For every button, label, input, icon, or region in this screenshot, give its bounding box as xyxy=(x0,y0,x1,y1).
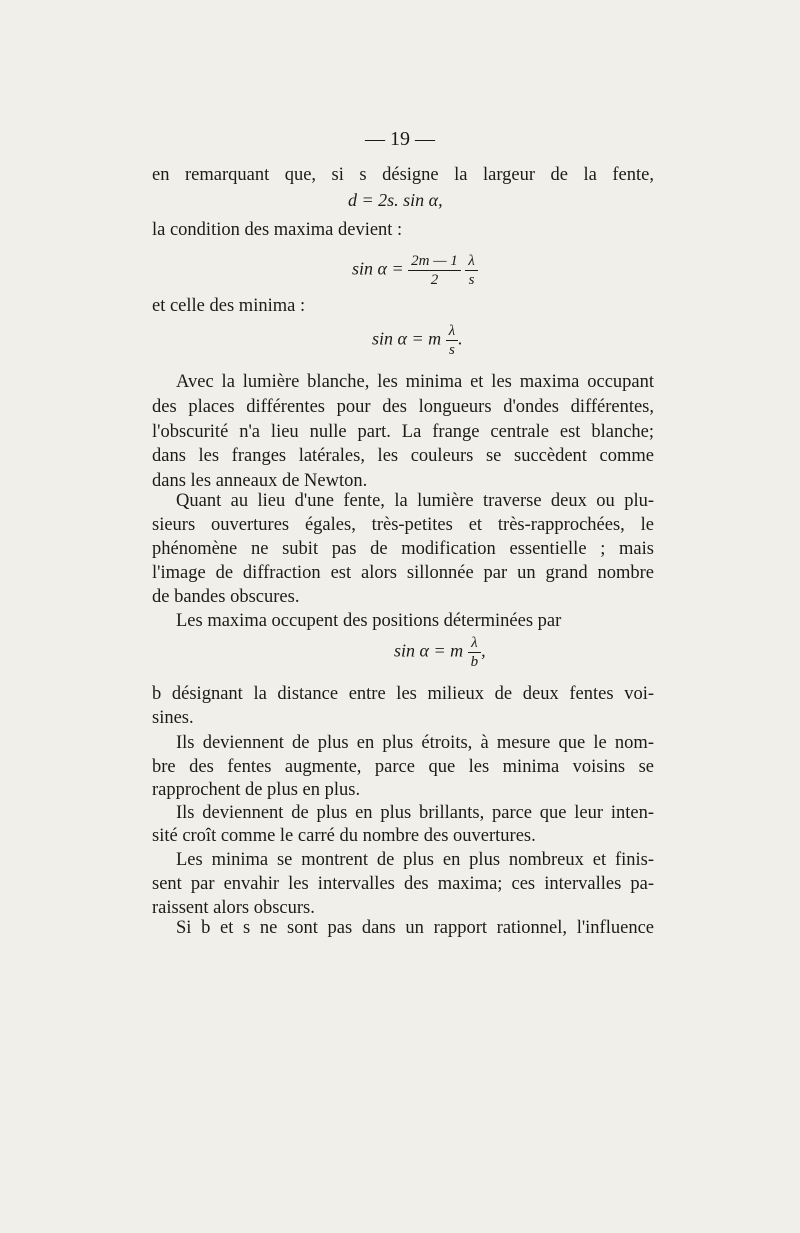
fraction xyxy=(408,252,461,289)
text-line: Avec la lumière blanche, les minima et les maxima occupant xyxy=(176,372,654,392)
denominator: s xyxy=(448,342,455,358)
text-line: l'obscurité n'a lieu nulle part. La frange centrale est blanche; xyxy=(152,422,654,442)
text-line: et celle des minima : xyxy=(152,296,306,316)
eq-lhs: sin α = xyxy=(352,258,404,279)
numerator: λ xyxy=(446,322,459,341)
equation-slits xyxy=(394,634,486,671)
text-line: Si b et s ne sont pas dans un rapport rationnel, l'influence xyxy=(176,918,654,938)
fraction xyxy=(446,322,459,359)
fraction xyxy=(468,634,482,671)
text-line: Ils deviennent de plus en plus brillants, parce que leur inten- xyxy=(176,803,654,823)
text-line: sines. xyxy=(152,708,194,728)
numerator: λ xyxy=(465,252,478,271)
eq-lhs: sin α = m xyxy=(372,328,442,349)
punct: , xyxy=(481,640,486,661)
text-line: sité croît comme le carré du nombre des ouvertures. xyxy=(152,826,536,846)
text-line: sieurs ouvertures égales, très-petites et très-rapprochées, le xyxy=(152,515,654,535)
text-line: phénomène ne subit pas de modification essentielle ; mais xyxy=(152,539,654,559)
text-line: la condition des maxima devient : xyxy=(152,220,403,240)
denominator: b xyxy=(470,654,479,670)
text-line: Les maxima occupent des positions déterminées par xyxy=(176,611,562,631)
equation-maxima xyxy=(352,252,478,289)
text-line: de bandes obscures. xyxy=(152,587,300,607)
numerator: λ xyxy=(468,634,482,653)
text-line: sent par envahir les intervalles des maxima; ces intervalles pa- xyxy=(152,874,654,894)
text-line: b désignant la distance entre les milieux de deux fentes voi- xyxy=(152,684,654,704)
text-line: Quant au lieu d'une fente, la lumière traverse deux ou plu- xyxy=(176,491,654,511)
text-line: Ils deviennent de plus en plus étroits, à mesure que le nom- xyxy=(176,733,654,753)
fraction xyxy=(465,252,478,289)
page-number: — 19 — xyxy=(365,128,435,150)
text-line: raissent alors obscurs. xyxy=(152,898,315,918)
numerator: 2m — 1 xyxy=(408,252,461,271)
text-line: des places différentes pour des longueurs d'ondes différentes, xyxy=(152,397,654,417)
text-line: en remarquant que, si s désigne la largeur de la fente, xyxy=(152,165,654,185)
text-line: l'image de diffraction est alors sillonnée par un grand nombre xyxy=(152,563,654,583)
equation-d: d = 2s. sin α, xyxy=(348,190,443,210)
text-line: dans les anneaux de Newton. xyxy=(152,471,368,491)
eq-lhs: sin α = m xyxy=(394,640,464,661)
punct: . xyxy=(458,328,463,349)
text-line: Les minima se montrent de plus en plus nombreux et finis- xyxy=(176,850,654,870)
equation-minima xyxy=(372,322,463,359)
text-line: rapprochent de plus en plus. xyxy=(152,780,361,800)
text-line: dans les franges latérales, les couleurs se succèdent comme xyxy=(152,446,654,466)
denominator: 2 xyxy=(430,272,439,288)
denominator: s xyxy=(468,272,475,288)
text-line: bre des fentes augmente, parce que les minima voisins se xyxy=(152,757,654,777)
